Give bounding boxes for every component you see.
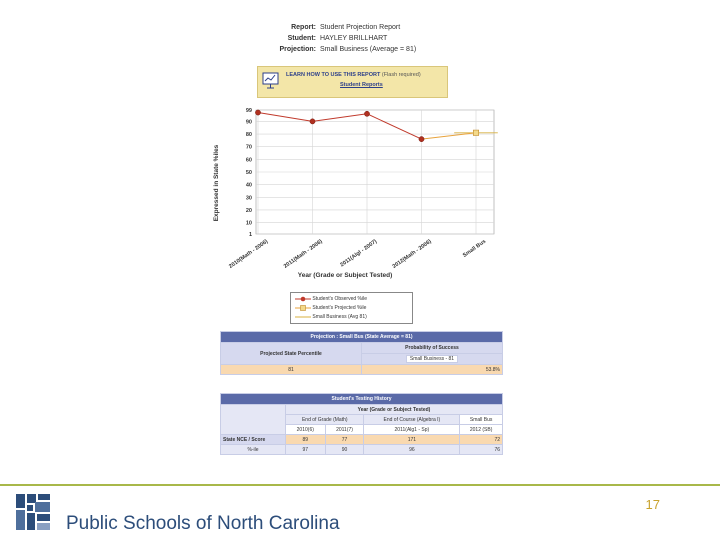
table-row	[221, 445, 503, 455]
table-row	[221, 435, 503, 445]
learn-how-box[interactable]	[257, 66, 448, 98]
presentation-icon	[262, 72, 279, 89]
y-tick-label: 99	[245, 108, 252, 114]
legend-average-label: Small Business (Avg 81)	[312, 314, 367, 320]
nc-dpi-logo-icon	[14, 492, 54, 532]
student-value: HAYLEY BRILLHART	[320, 35, 388, 42]
y-tick-label: 60	[245, 157, 252, 164]
y-tick-label: 70	[245, 144, 252, 151]
organization-name: Public Schools of North Carolina	[66, 513, 340, 534]
cell: 77	[325, 435, 364, 445]
probability-header: Probability of Success	[362, 343, 503, 354]
y-tick-label: 30	[245, 195, 252, 202]
projection-row	[265, 46, 416, 53]
y-tick-label: 20	[245, 207, 252, 214]
history-blank-cell	[221, 405, 286, 435]
cell: 90	[325, 445, 364, 455]
flash-note: (Flash required)	[381, 72, 421, 78]
col-header: 2011(7)	[325, 425, 364, 435]
testing-history-table	[220, 393, 503, 455]
legend-item-average	[295, 313, 367, 321]
y-tick-label: 80	[245, 132, 252, 139]
observed-point	[364, 111, 369, 116]
x-axis-label: Year (Grade or Subject Tested)	[297, 272, 393, 279]
cell: 171	[364, 435, 460, 445]
projection-label: Projection:	[279, 46, 316, 53]
col-header: 2010(6)	[286, 425, 326, 435]
x-tick-label: 2010(Math - 2006)	[228, 238, 270, 270]
year-header: Year (Grade or Subject Tested)	[286, 405, 503, 415]
projected-value: 81	[221, 365, 362, 375]
footer-divider	[0, 484, 720, 486]
x-tick-label: 2011(Algl - 2007)	[339, 238, 379, 269]
observed-point	[310, 119, 315, 124]
projection-value: Small Business (Average = 81)	[320, 46, 417, 53]
y-tick-label: 40	[245, 182, 252, 189]
y-axis-label: Expressed in State %iles	[213, 144, 220, 222]
chart-grid	[256, 110, 494, 234]
observed-point	[419, 137, 424, 142]
y-tick-label: 1	[248, 232, 252, 238]
legend-item-observed	[295, 295, 367, 303]
projected-point	[473, 130, 478, 135]
cell: 97	[286, 445, 326, 455]
probability-value: 53.8%	[362, 365, 503, 375]
student-reports-link[interactable]: Student Reports	[340, 82, 383, 88]
row-label: %-ile	[221, 445, 286, 455]
projection-table-title: Projection : Small Bus (State Average = 81)	[221, 332, 503, 343]
observed-marker-icon	[295, 295, 311, 303]
history-table-title: Student's Testing History	[221, 394, 503, 405]
report-value: Student Projection Report	[320, 24, 401, 31]
x-tick-label: 2012(Math - 2006)	[391, 238, 433, 270]
projection-chart	[210, 103, 500, 288]
cell: 72	[460, 435, 503, 445]
legend-observed-label: Student's Observed %ile	[312, 296, 367, 302]
legend-projected-label: Student's Projected %ile	[312, 305, 367, 311]
learn-title-text: LEARN HOW TO USE THIS REPORT	[286, 72, 381, 78]
y-axis-ticks	[246, 108, 252, 238]
report-row	[265, 24, 400, 31]
cell: 89	[286, 435, 326, 445]
row-label: State NCE / Score	[221, 435, 286, 445]
report-label: Report:	[291, 24, 316, 31]
projection-table	[220, 331, 503, 375]
chart-legend	[290, 292, 413, 324]
cell: 96	[364, 445, 460, 455]
x-tick-label: 2011(Math - 2006)	[282, 238, 324, 270]
projected-percentile-header: Projected State Percentile	[221, 343, 362, 365]
learn-title	[286, 72, 421, 78]
sb-group-header: Small Bus	[460, 415, 503, 425]
student-row	[265, 35, 387, 42]
x-tick-label: Small Bus	[461, 238, 488, 259]
x-axis-ticks	[228, 239, 487, 270]
eog-group-header: End of Grade (Math)	[286, 415, 364, 425]
y-tick-label: 50	[245, 170, 252, 176]
cell: 76	[460, 445, 503, 455]
page-number: 17	[645, 497, 660, 512]
observed-point	[255, 110, 260, 115]
projected-marker-icon	[295, 304, 311, 312]
y-tick-label: 90	[245, 119, 252, 126]
student-label: Student:	[287, 35, 316, 42]
average-line-icon	[295, 313, 311, 321]
col-header: 2012 (SB)	[460, 425, 503, 435]
probability-subheader: Small Business - 81	[406, 355, 458, 363]
col-header: 2011(Alg1 - Sp)	[364, 425, 460, 435]
eoc-group-header: End of Course (Algebra I)	[364, 415, 460, 425]
legend-item-projected	[295, 304, 366, 312]
y-tick-label: 10	[245, 220, 252, 227]
